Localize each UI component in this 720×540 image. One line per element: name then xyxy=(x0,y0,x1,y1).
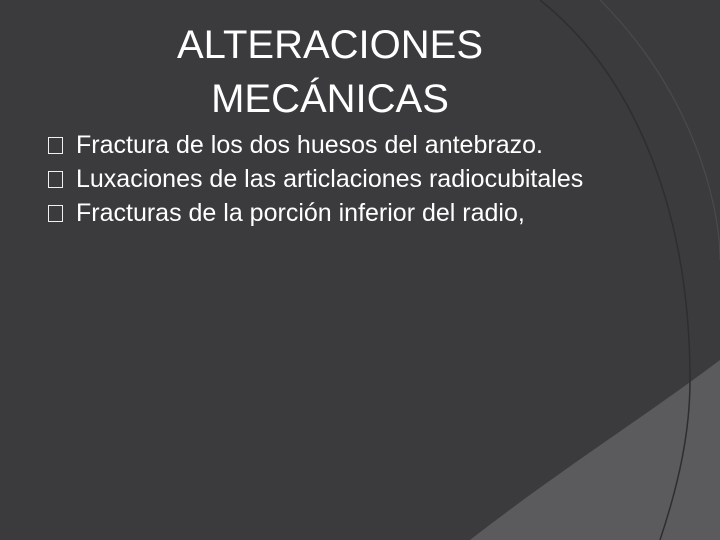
title-line-1: ALTERACIONES xyxy=(177,23,483,67)
bullet-box-icon xyxy=(48,137,63,154)
slide-title xyxy=(110,18,550,126)
bullet-box-icon xyxy=(48,171,63,188)
bullet-text: Luxaciones de las articlaciones radiocubitales xyxy=(76,165,584,193)
bullet-item xyxy=(46,130,666,161)
bullet-box-icon xyxy=(48,205,63,222)
bullet-text: Fracturas de la porción inferior del radio, xyxy=(76,199,525,227)
bullet-text: Fractura de los dos huesos del antebrazo. xyxy=(76,131,543,159)
title-line-2: MECÁNICAS xyxy=(211,77,449,121)
bullet-item xyxy=(46,198,666,229)
bullet-list xyxy=(46,130,666,232)
bullet-item xyxy=(46,164,666,195)
